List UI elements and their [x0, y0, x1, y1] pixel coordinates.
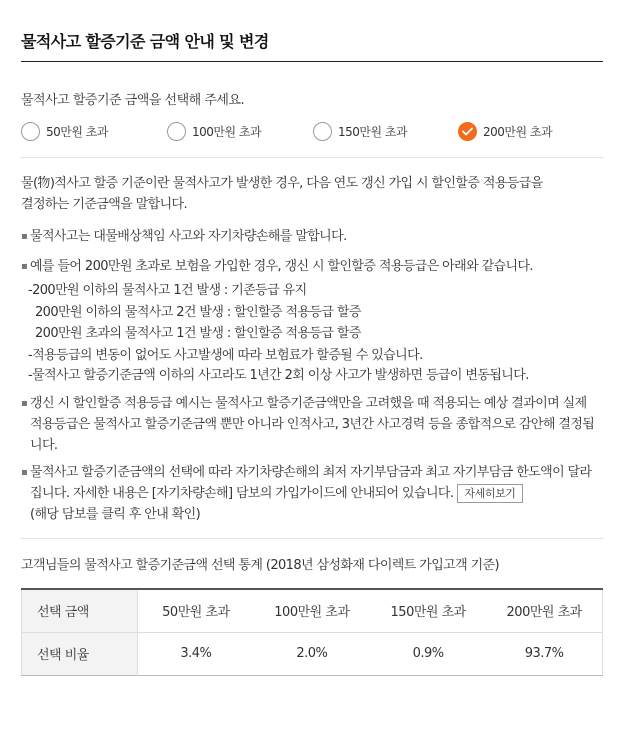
definition-text: 물(物)적사고 할증 기준이란 물적사고가 발생한 경우, 다음 연도 갱신 가입 시 할인할증 적용등급을 결정하는 기준금액을 말합니다. [21, 176, 543, 212]
radio-checked-icon[interactable] [458, 122, 477, 141]
table-cell: 2.0% [296, 646, 328, 661]
amount-radio-group [21, 120, 603, 142]
radio-option-100[interactable] [167, 120, 261, 142]
radio-option-50[interactable] [21, 120, 108, 142]
bullet-item: ▪ 물적사고는 대물배상책임 사고와 자기차량손해를 말합니다. [21, 226, 603, 247]
bullet-icon: ▪ [21, 398, 28, 409]
bullet-item: ▪ 갱신 시 할인할증 적용등급 예시는 물적사고 할증기준금액만을 고려했을 때 적용되는 예상 결과이며 실제 적용등급은 물적사고 할증기준금액 뿐만 아니라 인적사고, 3년간 사고경력 등을 종합적으로 감안해 결정됩 니다. [21, 393, 603, 456]
bullet-item: ▪ 물적사고 할증기준금액의 선택에 따라 자기차량손해의 최저 자기부담금과 최고 자기부담금 한도액이 달라 집니다. 자세한 내용은 [자기차량손해] 담보의 가입가이드에 안내되어 있습니다. 자세히보기 (해당 담보를 클릭 후 안내 확인) [21, 462, 603, 525]
column-header: 100만원 초과 [254, 589, 370, 632]
radio-option-label[interactable]: 100만원 초과 [192, 124, 262, 139]
radio-unchecked-icon[interactable] [313, 122, 332, 141]
example-line: 200만원 이하의 물적사고 2건 발생 : 할인할증 적용등급 할증 [35, 305, 361, 320]
radio-option-150[interactable] [313, 120, 407, 142]
bullet-icon: ▪ [21, 261, 28, 272]
example-note: -적용등급의 변동이 없어도 사고발생에 따라 보험료가 할증될 수 있습니다. [28, 348, 423, 363]
stats-table [21, 588, 603, 676]
stats-title: 고객님들의 물적사고 할증기준금액 선택 통계 (2018년 삼성화재 다이렉트 가입고객 기준) [21, 558, 499, 573]
row-header: 선택 금액 [22, 589, 138, 632]
table-cell: 3.4% [180, 646, 212, 661]
example-line: 200만원 초과의 물적사고 1건 발생 : 할인할증 적용등급 할증 [35, 326, 361, 341]
column-header: 150만원 초과 [370, 589, 486, 632]
page-title: 물적사고 할증기준 금액 안내 및 변경 [21, 32, 269, 51]
radio-option-label[interactable]: 150만원 초과 [338, 124, 408, 139]
example-note: -물적사고 할증기준금액 이하의 사고라도 1년간 2회 이상 사고가 발생하면 등급이 변동됩니다. [28, 368, 529, 383]
column-header: 200만원 초과 [486, 589, 602, 632]
radio-unchecked-icon[interactable] [167, 122, 186, 141]
table-cell: 0.9% [412, 646, 444, 661]
detail-button[interactable]: 자세히보기 [457, 484, 522, 503]
section-divider [21, 538, 603, 539]
bullet-icon: ▪ [21, 467, 28, 478]
section-divider [21, 157, 603, 158]
radio-option-label[interactable]: 50만원 초과 [46, 124, 108, 139]
table-cell: 93.7% [524, 646, 564, 661]
bullet-icon: ▪ [21, 231, 28, 242]
table-row [22, 632, 603, 675]
row-header: 선택 비율 [22, 632, 138, 675]
table-row [22, 589, 603, 632]
radio-option-200[interactable] [458, 120, 552, 142]
selection-prompt: 물적사고 할증기준 금액을 선택해 주세요. [21, 93, 245, 108]
column-header: 50만원 초과 [138, 589, 254, 632]
example-line: -200만원 이하의 물적사고 1건 발생 : 기존등급 유지 [28, 283, 307, 298]
radio-unchecked-icon[interactable] [21, 122, 40, 141]
radio-option-label[interactable]: 200만원 초과 [483, 124, 553, 139]
bullet-item: ▪ 예를 들어 200만원 초과로 보험을 가입한 경우, 갱신 시 할인할증 적용등급은 아래와 같습니다. [21, 256, 603, 277]
title-divider [21, 61, 603, 62]
